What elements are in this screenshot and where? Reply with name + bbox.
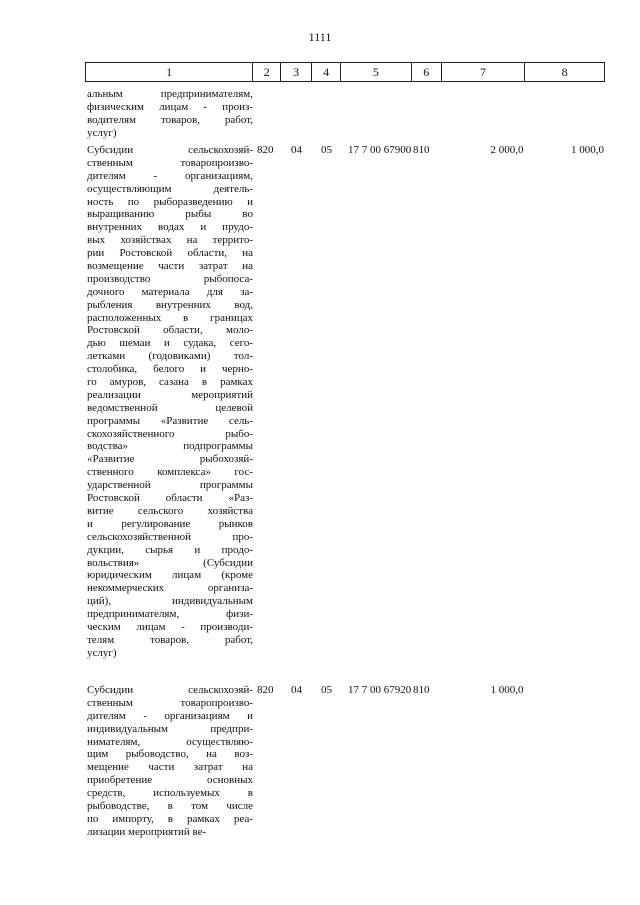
cell-target-article: 17 7 00 67920 — [348, 684, 412, 696]
description-line: ций), индивидуальным — [87, 595, 253, 608]
cell-expense-type: 810 — [413, 144, 430, 156]
page-number: 1111 — [308, 30, 332, 44]
description-line: ность по рыборазведению и — [87, 195, 253, 208]
description-line: «Развитие рыбохозяй- — [87, 453, 253, 466]
description-line: лизации мероприятий ве- — [87, 825, 207, 838]
description-line: предпринимателям, физи- — [87, 608, 253, 621]
description-line: телям товаров, работ, — [87, 633, 253, 646]
description-line: дукции, сырья и продо- — [87, 543, 253, 556]
description-line: летками (годовиками) тол- — [87, 350, 253, 363]
description-line: ственного комплекса» гос- — [87, 466, 253, 479]
description-line: ственным товаропроизво- — [87, 696, 253, 709]
column-header-2: 2 — [253, 63, 281, 81]
description-line: дочного материала для за- — [87, 285, 253, 298]
cell-amount-year-1: 1 000,0 — [490, 684, 524, 696]
cell-amount-year-2: 1 000,0 — [571, 144, 604, 156]
description-line: расположенных в границах — [87, 311, 253, 324]
description-line: го амуров, сазана в рамках — [87, 376, 253, 389]
description-line: дителям - организациям, — [87, 169, 253, 182]
description-line: выращиванию рыбы во — [87, 208, 253, 221]
description-line: сельскохозяйственной про- — [87, 530, 253, 543]
description-line: реализации мероприятий — [87, 388, 253, 401]
description-line: нимателям, осуществляю- — [87, 735, 253, 748]
description-line: программы «Развитие сель- — [87, 414, 253, 427]
description-line: Субсидии сельскохозяй- — [87, 684, 253, 696]
cell-expense-type: 810 — [413, 684, 430, 696]
column-header-4: 4 — [312, 63, 341, 81]
column-header-6: 6 — [412, 63, 442, 81]
description-line: дью шемаи и судака, сего- — [87, 337, 253, 350]
description-line: и регулирование рынков — [87, 517, 253, 530]
description-line: физическим лицам - произ- — [87, 100, 253, 113]
cell-ministry-code: 820 — [257, 684, 274, 696]
table-header-row — [85, 62, 605, 82]
description-line: осуществляющим деятель- — [87, 182, 253, 195]
column-header-3: 3 — [281, 63, 312, 81]
cell-target-article: 17 7 00 67900 — [348, 144, 412, 156]
description-line: производство рыбопоса- — [87, 272, 253, 285]
description-line: юридическим лицам (кроме — [87, 569, 253, 582]
description-line: ческим лицам - производи- — [87, 620, 253, 633]
description-line: ственным товаропроизво- — [87, 156, 253, 169]
cell-subsection: 05 — [321, 144, 332, 156]
description-line: ведомственной целевой — [87, 401, 253, 414]
column-header-7: 7 — [442, 63, 526, 81]
description-line: рыбления внутренних вод, — [87, 298, 253, 311]
description-line: ударственной программы — [87, 479, 253, 492]
description-line: некоммерческих организа- — [87, 582, 253, 595]
row-description — [87, 684, 253, 839]
description-line: Ростовской области, моло- — [87, 324, 253, 337]
description-line: щим рыбоводство, на воз- — [87, 748, 253, 761]
description-line: по импорту, в рамках реа- — [87, 812, 253, 825]
description-line: приобретение основных — [87, 774, 253, 787]
column-header-5: 5 — [341, 63, 412, 81]
cell-subsection: 05 — [321, 684, 332, 696]
description-line: скохозяйственного рыбо- — [87, 427, 253, 440]
description-line: Субсидии сельскохозяй- — [87, 144, 253, 156]
description-line: водства» подпрограммы — [87, 440, 253, 453]
description-line: Ростовской области «Раз- — [87, 492, 253, 505]
description-line: альным предпринимателям, — [87, 88, 253, 100]
cell-ministry-code: 820 — [257, 144, 274, 156]
row-description — [87, 144, 253, 660]
cell-amount-year-1: 2 000,0 — [490, 144, 524, 156]
description-line: водителям товаров, работ, — [87, 113, 253, 126]
cell-section: 04 — [291, 684, 302, 696]
column-header-1: 1 — [86, 63, 253, 81]
description-line: услуг) — [87, 126, 117, 139]
row-description — [87, 88, 253, 140]
description-line: средств, используемых в — [87, 787, 253, 800]
description-line: витие сельского хозяйства — [87, 504, 253, 517]
description-line: внутренних водах и прудо- — [87, 221, 253, 234]
description-line: дителям - организациям и — [87, 709, 253, 722]
description-line: вольствия» (Субсидии — [87, 556, 253, 569]
description-line: услуг) — [87, 646, 117, 659]
description-line: рии Ростовской области, на — [87, 247, 253, 260]
description-line: индивидуальным предпри- — [87, 722, 253, 735]
description-line: рыбоводстве, в том числе — [87, 800, 253, 813]
description-line: мещение части затрат на — [87, 761, 253, 774]
cell-section: 04 — [291, 144, 302, 156]
description-line: вых хозяйствах на террито- — [87, 234, 253, 247]
description-line: столобика, белого и черно- — [87, 363, 253, 376]
column-header-8: 8 — [561, 64, 568, 79]
description-line: возмещение части затрат на — [87, 260, 253, 273]
